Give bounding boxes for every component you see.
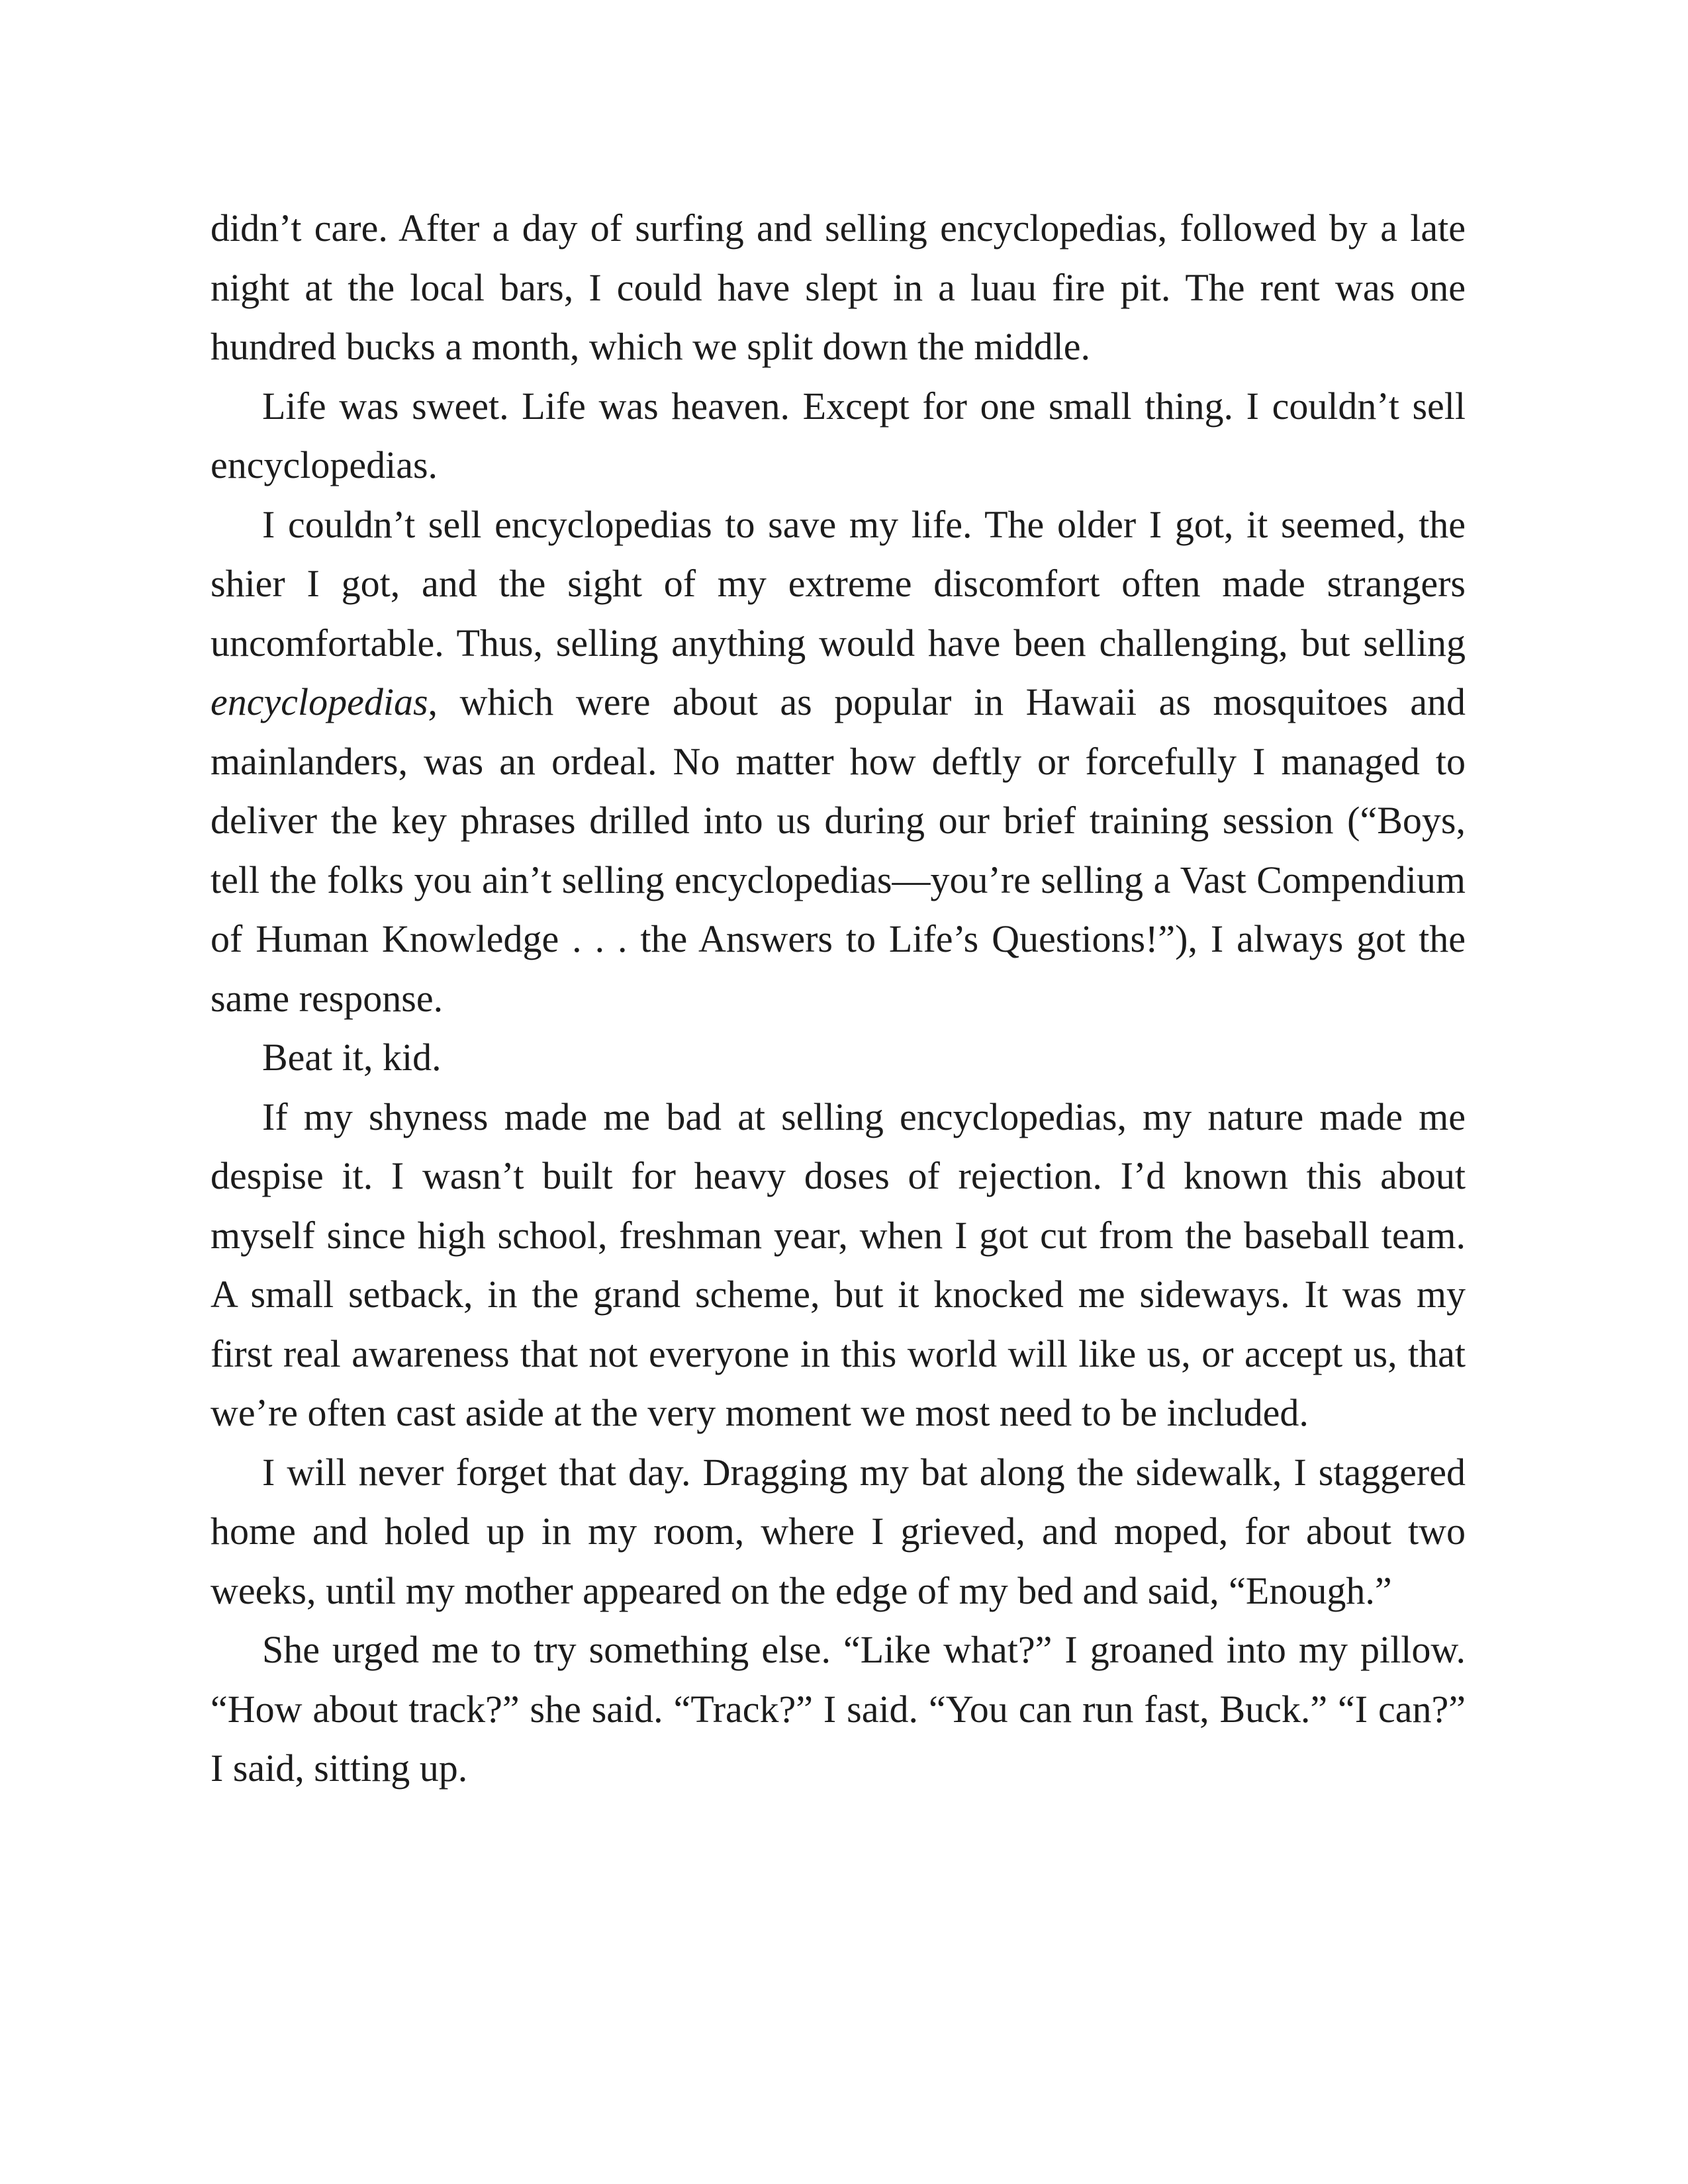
paragraph-3 (211, 495, 1466, 1028)
paragraph-1: didn’t care. After a day of surfing and selling encyclopedias, followed by a late night at the local bars, I could have slept in a luau fire pit. The rent was one hundred bucks a month, which we split down the middle. (211, 206, 1466, 368)
paragraph-3-italic-word: encyclopedias (211, 680, 428, 723)
paragraph-3-text-before: I couldn’t sell encyclopedias to save my life. The older I got, it seemed, the shier I got, and the sight of my extreme discomfort often made strangers uncomfortable. Thus, selling anything would have been challenging, but selling (211, 502, 1466, 664)
paragraph-2: Life was sweet. Life was heaven. Except for one small thing. I couldn’t sell encyclopedias. (211, 384, 1466, 486)
book-page (211, 199, 1466, 1798)
paragraph-3-text-after: , which were about as popular in Hawaii as mosquitoes and mainlanders, was an ordeal. No matter how deftly or forcefully I managed to deliver the key phrases drilled into us during our brief training session (“Boys, tell the folks you ain’t selling encyclopedias—you’re selling a Vast Compendium of Human Knowledge . . . the Answers to Life’s Questions!”), I always got the same response. (211, 680, 1466, 1020)
paragraph-6: I will never forget that day. Dragging my bat along the sidewalk, I staggered home and holed up in my room, where I grieved, and moped, for about two weeks, until my mother appeared on the edge of my bed and said, “Enough.” (211, 1450, 1466, 1612)
paragraph-5: If my shyness made me bad at selling encyclopedias, my nature made me despise it. I wasn’t built for heavy doses of rejection. I’d known this about myself since high school, freshman year, when I got cut from the baseball team. A small setback, in the grand scheme, but it knocked me sideways. It was my first real awareness that not everyone in this world will like us, or accept us, that we’re often cast aside at the very moment we most need to be included. (211, 1095, 1466, 1434)
paragraph-4: Beat it, kid. (262, 1036, 442, 1079)
paragraph-7: She urged me to try something else. “Like what?” I groaned into my pillow. “How about track?” she said. “Track?” I said. “You can run fast, Buck.” “I can?” I said, sitting up. (211, 1628, 1466, 1790)
